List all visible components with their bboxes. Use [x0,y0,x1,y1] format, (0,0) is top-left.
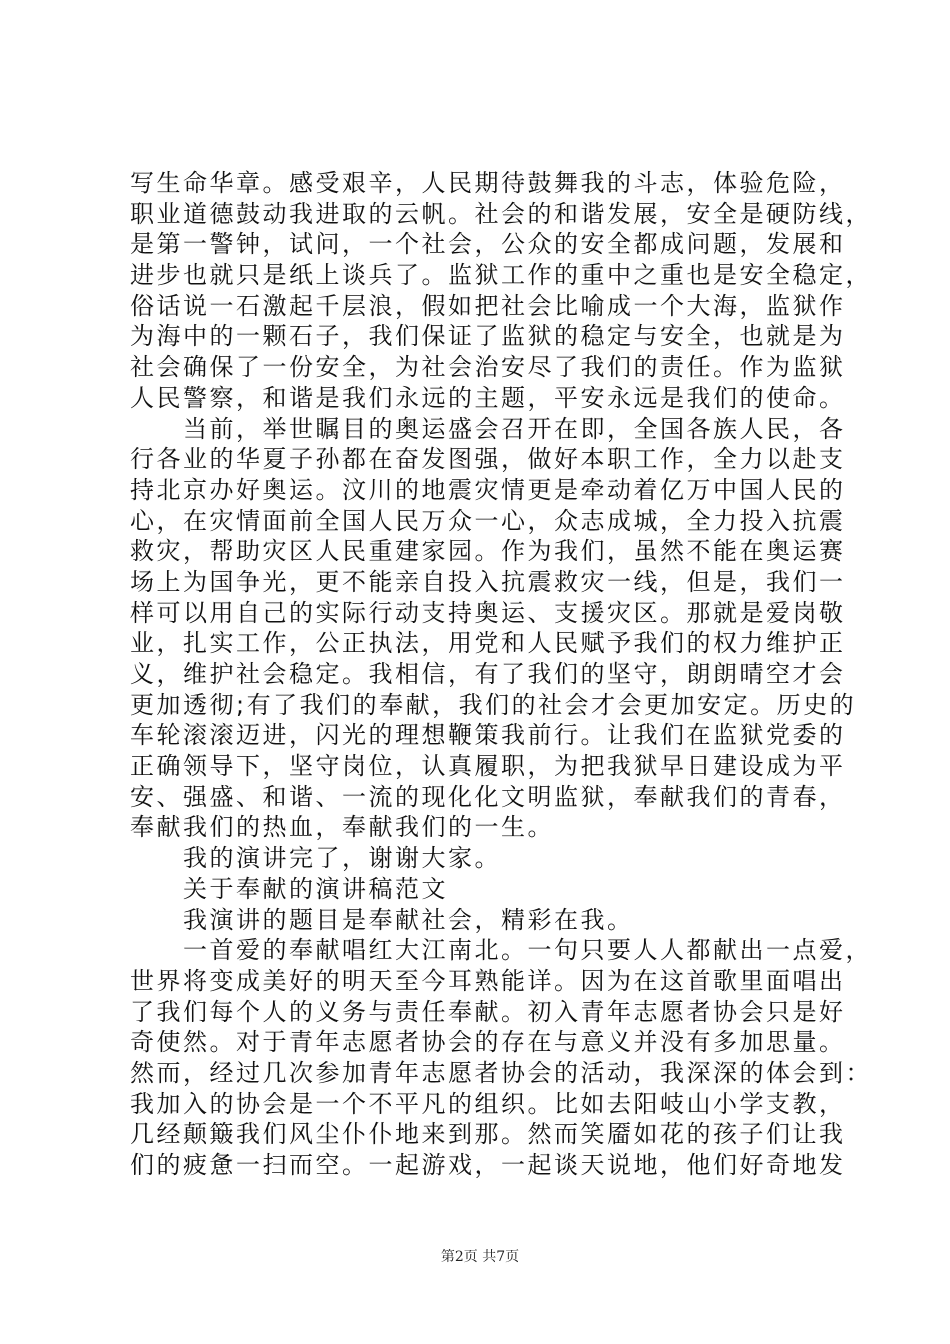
text-line: 我的演讲完了，谢谢大家。 [183,844,501,873]
text-line: 为海中的一颗石子，我们保证了监狱的稳定与安全，也就是为 [130,322,846,351]
text-line: 车轮滚滚迈进，闪光的理想鞭策我前行。让我们在监狱党委的 [130,721,846,750]
text-line: 我加入的协会是一个不平凡的组织。比如去阳岐山小学支教， [130,1089,846,1118]
text-line: 场上为国争光，更不能亲自投入抗震救灾一线，但是，我们一 [130,567,846,596]
text-line: 俗话说一石激起千层浪，假如把社会比喻成一个大海，监狱作 [130,291,846,320]
text-line: 义，维护社会稳定。我相信，有了我们的坚守，朗朗晴空才会 [130,660,846,688]
text-line: 行各业的华夏子孙都在奋发图强，做好本职工作，全力以赴支 [130,445,846,474]
text-line: 样可以用自己的实际行动支持奥运、支援灾区。那就是爱岗敬 [130,598,846,627]
text-line: 世界将变成美好的明天至今耳熟能详。因为在这首歌里面唱出 [130,966,846,995]
text-line: 们的疲惫一扫而空。一起游戏，一起谈天说地，他们好奇地发 [130,1151,846,1179]
text-line: 写生命华章。感受艰辛，人民期待鼓舞我的斗志，体验危险， [130,169,846,197]
text-line: 我演讲的题目是奉献社会，精彩在我。 [183,905,634,934]
text-line: 职业道德鼓动我进取的云帆。社会的和谐发展，安全是硬防线， [130,199,872,228]
text-line: 业，扎实工作，公正执法，用党和人民赋予我们的权力维护正 [130,629,846,658]
text-line: 社会确保了一份安全，为社会治安尽了我们的责任。作为监狱 [130,353,846,382]
text-line: 安、强盛、和谐、一流的现化化文明监狱，奉献我们的青春， [130,782,846,811]
text-line: 奇使然。对于青年志愿者协会的存在与意义并没有多加思量。 [130,1028,846,1057]
text-line: 然而，经过几次参加青年志愿者协会的活动，我深深的体会到： [130,1058,872,1087]
text-line: 了我们每个人的义务与责任奉献。初入青年志愿者协会只是好 [130,997,846,1026]
text-line: 当前，举世瞩目的奥运盛会召开在即，全国各族人民，各 [183,414,846,443]
text-line: 心，在灾情面前全国人民万众一心，众志成城，全力投入抗震 [130,506,846,535]
text-line: 进步也就只是纸上谈兵了。监狱工作的重中之重也是安全稳定， [130,261,872,290]
text-line: 几经颠簸我们风尘仆仆地来到那。然而笑靥如花的孩子们让我 [130,1120,846,1149]
text-line: 更加透彻;有了我们的奉献，我们的社会才会更加安定。历史的 [130,690,857,719]
text-line: 奉献我们的热血，奉献我们的一生。 [130,813,554,842]
text-line: 人民警察，和谐是我们永远的主题，平安永远是我们的使命。 [130,383,846,412]
text-line: 是第一警钟，试问，一个社会，公众的安全都成问题，发展和 [130,230,846,259]
text-line: 正确领导下，坚守岗位，认真履职，为把我狱早日建设成为平 [130,752,846,781]
page-footer: 第2页 共7页 [440,1249,520,1265]
document-body [130,168,872,1181]
text-line: 关于奉献的演讲稿范文 [183,874,448,903]
text-line: 持北京办好奥运。汶川的地震灾情更是牵动着亿万中国人民的 [130,475,846,504]
text-line: 救灾，帮助灾区人民重建家园。作为我们，虽然不能在奥运赛 [130,537,846,566]
text-line: 一首爱的奉献唱红大江南北。一句只要人人都献出一点爱， [183,936,872,965]
